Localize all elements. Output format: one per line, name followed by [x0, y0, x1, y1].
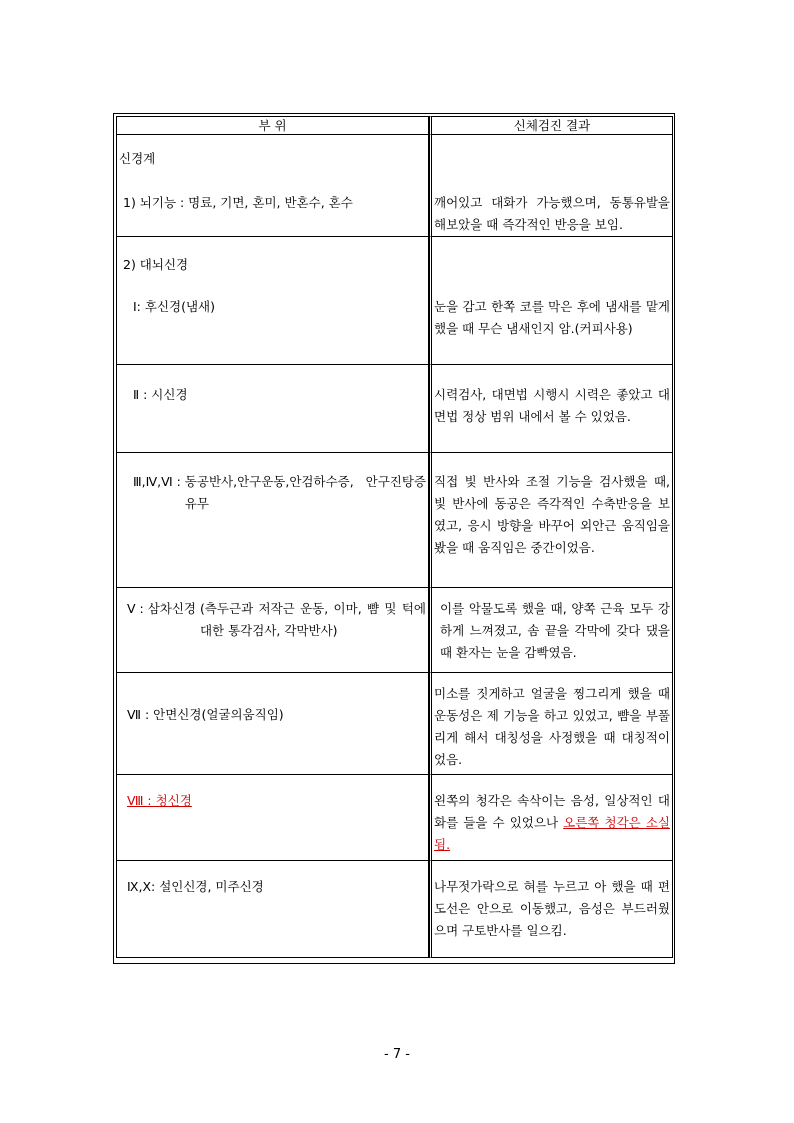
table-row	[116, 365, 673, 453]
result-cell	[429, 135, 673, 237]
section-label: 2) 대뇌신경	[123, 257, 189, 272]
result-cell	[429, 861, 673, 958]
result-cell	[429, 673, 673, 775]
part-cell	[116, 135, 429, 237]
part-label: Ⅱ : 시신경	[133, 387, 188, 402]
result-text-plain: 왼쪽의 청각은 속삭이는 음성, 일상적인 대화를 들을 수 있었으나	[434, 793, 670, 830]
part-text: (측두근과 저작근 운동, 이마, 뺨 및 턱에대한 통각검사, 각막반사)	[199, 601, 426, 638]
part-cell	[116, 588, 429, 673]
result-text-highlighted: 오른쪽 청각은 소실됨.	[434, 815, 670, 852]
table-header-row	[116, 116, 673, 135]
part-text: 동공반사,안구운동,안검하수증, 안구진탕증 유무	[184, 474, 426, 511]
part-number: Ⅲ,Ⅳ,Ⅵ :	[133, 474, 185, 489]
part-label: Ⅶ : 안면신경(얼굴의움직임)	[127, 707, 284, 722]
part-cell	[116, 775, 429, 861]
part-number: Ⅴ : 삼차신경	[127, 601, 200, 616]
table-row	[116, 673, 673, 775]
result-cell	[429, 588, 673, 673]
page-number: - 7 -	[384, 1047, 410, 1062]
part-label: 1) 뇌기능 : 명료, 기면, 혼미, 반혼수, 혼수	[123, 195, 353, 210]
result-cell	[429, 453, 673, 588]
part-cell	[116, 365, 429, 453]
result-text	[434, 775, 670, 856]
header-result: 신체검진 결과	[429, 116, 673, 135]
result-text: 직접 빛 반사와 조절 기능을 검사했을 때, 빛 반사에 동공은 즉각적인 수축반응을 보였고, 응시 방향을 바꾸어 외안근 움직임을 봤을 때 움직임은 중간이었음.	[434, 474, 670, 555]
table-row	[116, 237, 673, 365]
table-row	[116, 453, 673, 588]
table-row	[116, 135, 673, 237]
result-cell	[429, 775, 673, 861]
table-row	[116, 588, 673, 673]
part-label: Ⅸ,Ⅹ: 설인신경, 미주신경	[127, 879, 264, 894]
result-text: 미소를 짓게하고 얼굴을 찡그리게 했을 때 운동성은 제 기능을 하고 있었고, 뺨을 부풀리게 해서 대칭성을 사정했을 때 대칭적이었음.	[434, 686, 670, 767]
table-row	[116, 775, 673, 861]
part-label	[119, 588, 426, 642]
part-cell	[116, 453, 429, 588]
result-cell	[429, 237, 673, 365]
part-cell	[116, 673, 429, 775]
section-label: 신경계	[119, 151, 156, 166]
part-cell	[116, 237, 429, 365]
part-label: Ⅰ: 후신경(냄새)	[133, 299, 215, 314]
result-text: 나무젓가락으로 혀를 누르고 아 했을 때 편도선은 안으로 이동했고, 음성은 부드러웠으며 구토반사를 일으킴.	[434, 879, 670, 938]
result-text: 이를 악물도록 했을 때, 양쪽 근육 모두 강하게 느껴졌고, 솜 끝을 각막에 갖다 댔을 때 환자는 눈을 감빡였음.	[440, 601, 670, 660]
part-label-highlighted: Ⅷ : 청신경	[127, 793, 192, 808]
table-row	[116, 861, 673, 958]
part-label	[119, 453, 426, 515]
result-text: 시력검사, 대면법 시행시 시력은 좋았고 대면법 정상 범위 내에서 볼 수 있었음.	[434, 387, 670, 424]
result-text: 눈을 감고 한쪽 코를 막은 후에 냄새를 맡게 했을 때 무슨 냄새인지 암.(커피사용)	[434, 299, 670, 336]
part-cell	[116, 861, 429, 958]
result-text: 깨어있고 대화가 가능했으며, 동통유발을 해보았을 때 즉각적인 반응을 보임.	[434, 195, 670, 232]
header-part: 부 위	[116, 116, 429, 135]
exam-table	[116, 116, 673, 958]
result-cell	[429, 365, 673, 453]
